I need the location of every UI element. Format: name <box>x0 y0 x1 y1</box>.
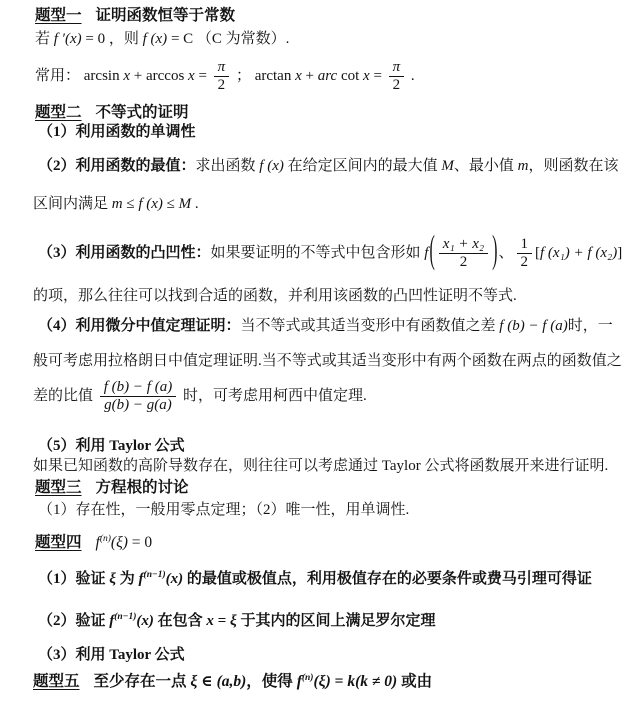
text: 差的比值 <box>33 388 97 405</box>
math-arg-x: (x) <box>165 571 184 587</box>
item-verify-extremum <box>38 570 592 590</box>
math-arccos: + arccos <box>130 68 189 85</box>
math-arcsin: arcsin <box>83 68 124 85</box>
math-eq-zero: = 0 <box>127 534 153 551</box>
big-left-paren: ( <box>429 230 435 273</box>
topic-3-title: 方程根的讨论 <box>95 479 189 496</box>
fraction-pi-over-2 <box>389 59 405 95</box>
math-superscript-n-1: (n−1) <box>143 570 166 580</box>
topic-2-title: 不等式的证明 <box>95 104 189 121</box>
text: 般可考虑用拉格朗日中值定理证明.当不等式或其适当变形中有两个函数在两点的函数值之 <box>33 353 622 369</box>
paragraph-root-discussion <box>38 501 409 521</box>
paragraph-constant-rule <box>35 30 289 50</box>
fraction-pi-over-2 <box>214 59 230 95</box>
math-f: f <box>138 571 144 587</box>
text: 的最值或极值点，利用极值存在的必要条件或费马引理可得证 <box>183 571 592 587</box>
math-sum-of-f: f (x₁) + f (x₂) <box>540 245 618 262</box>
fraction-denominator: 2 <box>520 254 528 271</box>
text: 在包含 <box>153 613 207 629</box>
text: ； <box>235 68 255 85</box>
text: 若 <box>35 31 51 47</box>
math-left-bracket: [ <box>535 245 540 262</box>
fraction-one-half <box>517 236 533 272</box>
text: 为 <box>116 571 139 587</box>
topic-1-title: 证明函数恒等于常数 <box>95 7 236 24</box>
item-mvt-cont2 <box>33 379 367 415</box>
math-x-eq-xi: x = ξ <box>206 613 237 629</box>
math-fb-minus-fa: f (b) − f (a) <box>499 318 568 334</box>
math-equals: = <box>369 68 386 85</box>
math-x: x <box>295 68 302 85</box>
fraction-numerator: f (b) − f (a) <box>100 379 176 397</box>
topic-3-number: 题型三 <box>35 479 82 496</box>
math-equals: = <box>330 673 348 690</box>
item-extreme-values <box>38 157 619 177</box>
item-verify-rolle <box>38 612 435 632</box>
text: 在给定区间内的最大值 <box>283 158 442 174</box>
topic-5-number: 题型五 <box>33 673 80 690</box>
item-extreme-values-cont <box>33 195 199 215</box>
heading-topic-3 <box>35 478 189 498</box>
item-label: （2）利用函数的最值： <box>38 158 196 174</box>
math-arg-xi: (ξ) <box>110 534 128 551</box>
math-x: x <box>123 68 131 85</box>
text: 如果已知函数的高阶导数存在，则往往可以考虑通过 Taylor 公式将函数展开来进行证明. <box>33 458 609 474</box>
item-taylor-cont <box>33 457 608 477</box>
text: 时，一 <box>567 318 613 334</box>
fraction-cauchy-ratio <box>100 379 176 415</box>
math-m: m <box>111 196 123 212</box>
item-label: （3）利用函数的凸凹性： <box>38 245 211 262</box>
topic-4-number: 题型四 <box>35 534 82 551</box>
item-mean-value-theorem <box>38 317 613 337</box>
math-equals: = <box>194 68 211 85</box>
text: 于其内的区间上满足罗尔定理 <box>236 613 436 629</box>
fraction-denominator: 2 <box>392 77 401 94</box>
text: . <box>191 196 199 212</box>
text: （1）验证 <box>38 571 110 587</box>
math-eq-zero: = 0 <box>81 31 106 47</box>
math-f: f <box>95 534 100 551</box>
math-M: M <box>441 158 454 174</box>
text: 当不等式或其适当变形中有函数值之差 <box>240 318 500 334</box>
math-fx: f (x) <box>259 158 284 174</box>
item-taylor <box>38 437 185 457</box>
text: 时，可考虑用柯西中值定理. <box>179 388 367 405</box>
text: 、最小值 <box>453 158 518 174</box>
math-xi: ξ <box>109 571 117 587</box>
math-arg-xi: (ξ) <box>313 673 331 690</box>
math-x: x <box>188 68 195 85</box>
big-right-paren: ) <box>492 230 498 273</box>
heading-topic-2 <box>35 103 189 123</box>
item-taylor-2 <box>38 646 185 666</box>
math-superscript-n: (n) <box>301 672 314 683</box>
math-m: m <box>517 158 529 174</box>
item-label: （1）利用函数的单调性 <box>38 124 196 140</box>
math-arc: arc <box>317 68 338 85</box>
math-x: x <box>363 68 370 85</box>
math-arctan: arctan <box>254 68 296 85</box>
math-f: f <box>424 245 429 262</box>
math-superscript-n: (n) <box>99 533 111 544</box>
text: （2）验证 <box>38 613 110 629</box>
item-monotonicity <box>38 123 196 143</box>
item-label: （3）利用 Taylor 公式 <box>38 647 185 663</box>
item-convexity <box>38 230 623 273</box>
text: 区间内满足 <box>33 196 112 212</box>
math-fx: f (x) <box>138 196 163 212</box>
math-cot: cot <box>337 68 364 85</box>
math-leq: ≤ <box>162 196 179 212</box>
math-plus: + <box>301 68 318 85</box>
item-mvt-cont1 <box>33 352 622 372</box>
text: 如果要证明的不等式中包含形如 <box>210 245 425 262</box>
text: ，则 <box>108 31 139 47</box>
text: （C 为常数）. <box>196 31 290 47</box>
text: 至少存在一点 <box>93 673 191 690</box>
math-eq-C: = C <box>167 31 194 47</box>
paragraph-common-identities <box>35 59 415 95</box>
fraction-numerator: π <box>389 59 405 77</box>
fraction-denominator: g(b) − g(a) <box>104 397 172 414</box>
math-f-prime: f ′(x) <box>53 31 82 47</box>
fraction-denominator: 2 <box>459 254 468 271</box>
math-superscript-n-1: (n−1) <box>114 612 137 622</box>
text: 常用： <box>35 68 81 85</box>
item-label: （4）利用微分中值定理证明： <box>38 318 241 334</box>
math-f: f <box>296 673 302 690</box>
fraction-numerator: x₁ + x₂ <box>439 236 488 254</box>
text: ，使得 <box>246 673 297 690</box>
math-k-neq-zero: k(k ≠ 0) <box>347 673 398 690</box>
math-fx: f (x) <box>142 31 168 47</box>
math-xi-in-ab: ξ ∈ (a,b) <box>190 673 247 690</box>
text: 或由 <box>397 673 433 690</box>
heading-topic-1 <box>35 6 235 26</box>
math-arg-x: (x) <box>136 613 154 629</box>
topic-1-number: 题型一 <box>35 7 82 24</box>
fraction-numerator: π <box>214 59 230 77</box>
text: （1）存在性，一般用零点定理；（2）唯一性，用单调性. <box>38 502 410 518</box>
text: 的项，那么往往可以找到合适的函数，并利用该函数的凸凹性证明不等式. <box>33 288 517 304</box>
text: 、 <box>498 245 514 262</box>
item-label: （5）利用 Taylor 公式 <box>38 438 185 454</box>
topic-2-number: 题型二 <box>35 104 82 121</box>
text: 求出函数 <box>195 158 260 174</box>
math-right-bracket: ] <box>617 245 623 262</box>
math-leq: ≤ <box>122 196 139 212</box>
item-convexity-cont <box>33 287 517 307</box>
math-f: f <box>109 613 115 629</box>
fraction-x1-x2-over-2 <box>439 236 488 272</box>
math-period: . <box>410 68 415 85</box>
fraction-denominator: 2 <box>217 77 226 94</box>
heading-topic-5 <box>33 672 432 692</box>
text: ，则函数在该 <box>528 158 619 174</box>
heading-topic-4 <box>35 533 152 553</box>
math-M: M <box>178 196 192 212</box>
fraction-numerator: 1 <box>517 236 533 254</box>
